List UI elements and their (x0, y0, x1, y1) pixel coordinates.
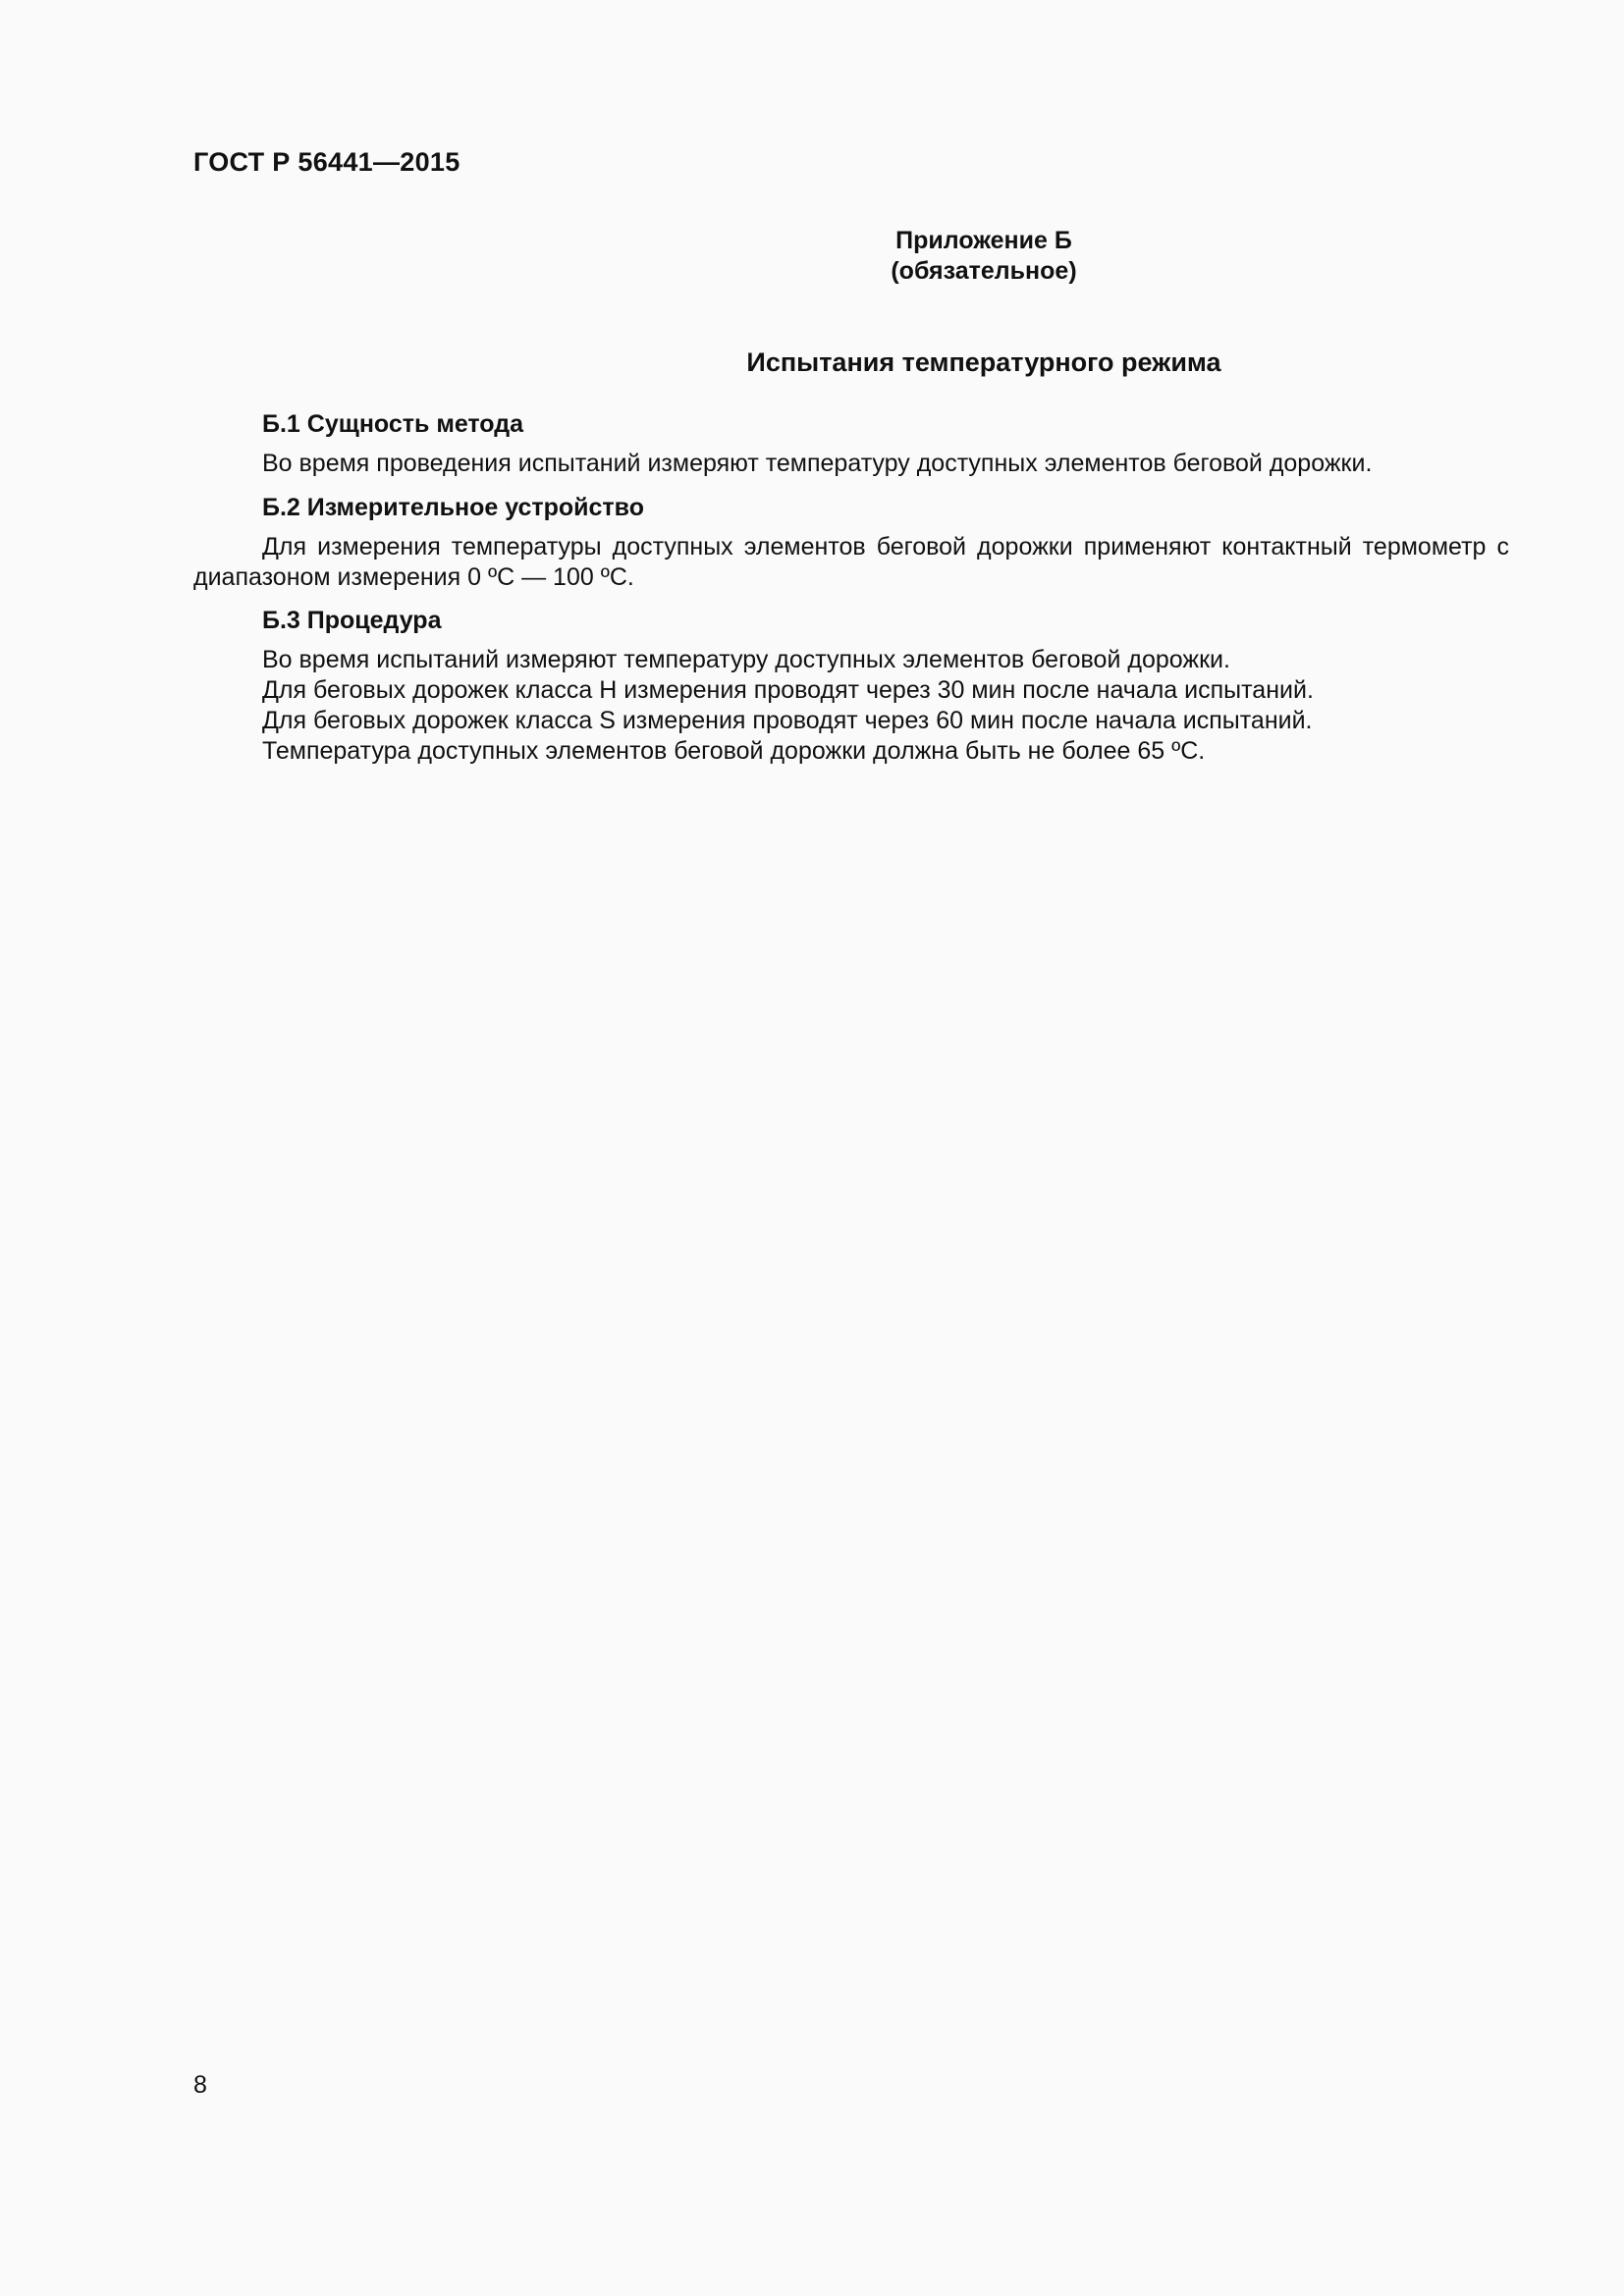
page-number: 8 (193, 2071, 207, 2099)
document-code: ГОСТ Р 56441—2015 (193, 147, 460, 177)
section-b3-body (193, 645, 1509, 767)
section-b1-text: Во время проведения испытаний измеряют температуру доступных элементов беговой дорожки. (262, 450, 1373, 477)
section-b2 (193, 493, 1509, 593)
section-b1-heading: Б.1 Сущность метода (262, 410, 524, 438)
section-b2-text: Для измерения температуры доступных элементов беговой дорожки применяют контактный термометр с диапазоном измерения 0 ºС — 100 ºС. (193, 533, 1509, 591)
section-b3 (193, 606, 1509, 767)
section-b3-line: Температура доступных элементов беговой дорожки должна быть не более 65 ºС. (262, 737, 1206, 765)
section-b1 (193, 409, 1509, 479)
section-b3-heading: Б.3 Процедура (262, 607, 442, 634)
section-title: Испытания температурного режима (746, 347, 1221, 377)
section-b3-line: Для беговых дорожек класса S измерения проводят через 60 мин после начала испытаний. (262, 707, 1313, 734)
section-b3-line: Во время испытаний измеряют температуру доступных элементов беговой дорожки. (262, 646, 1230, 673)
annex-status: (обязательное) (891, 257, 1077, 285)
section-b2-heading: Б.2 Измерительное устройство (262, 494, 644, 521)
annex-label: Приложение Б (895, 227, 1072, 254)
section-b3-line: Для беговых дорожек класса Н измерения проводят через 30 мин после начала испытаний. (262, 676, 1314, 704)
